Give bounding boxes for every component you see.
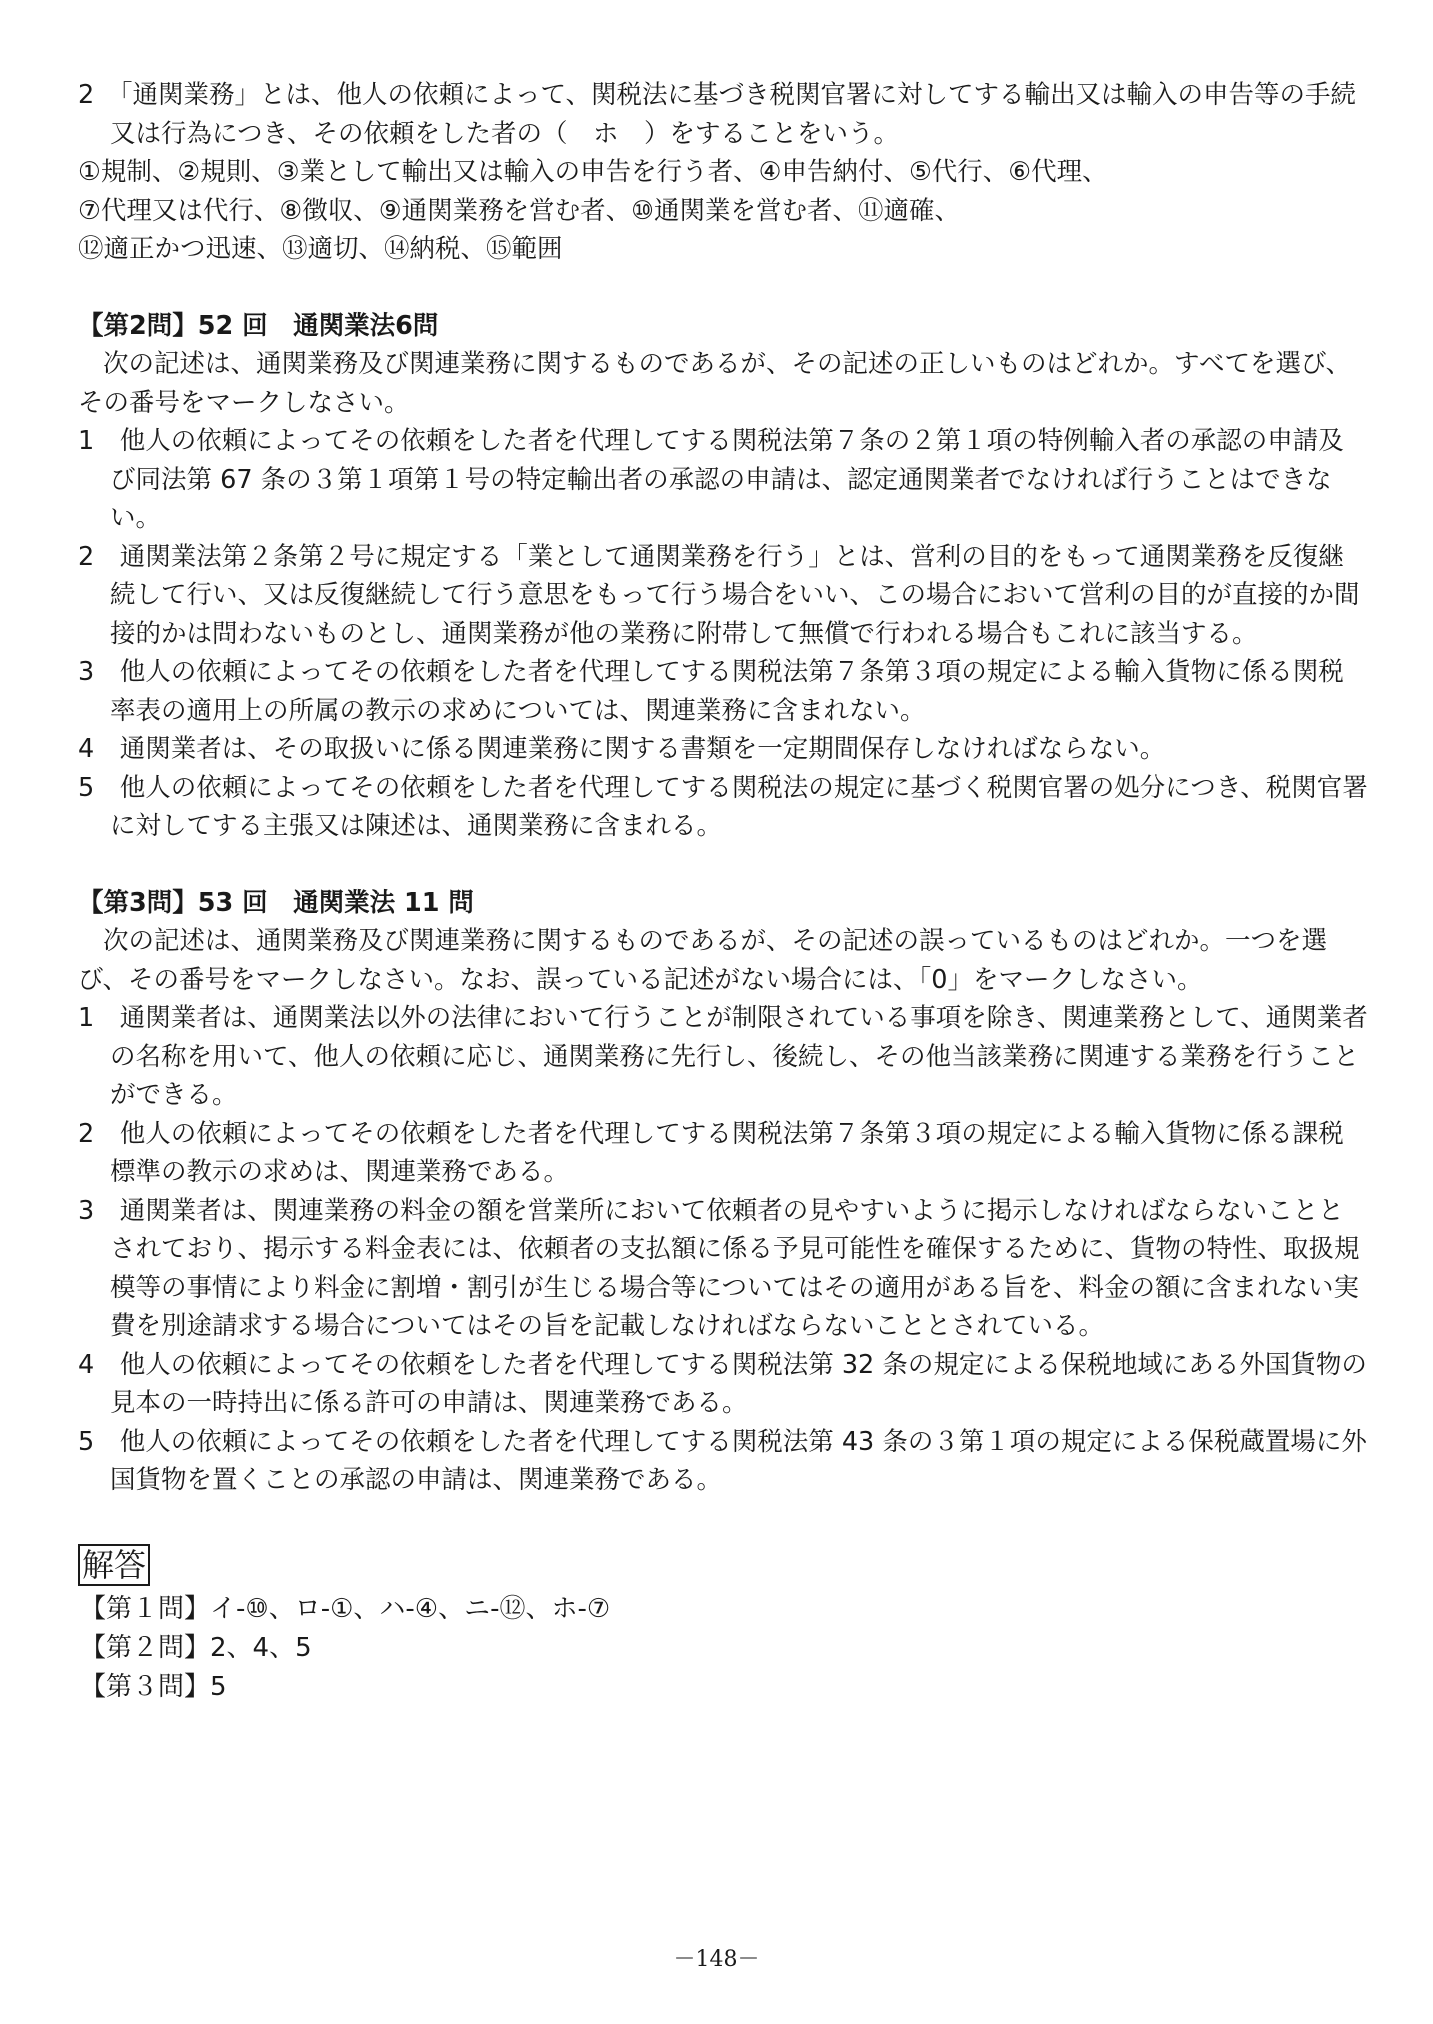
q3-intro: 次の記述は、通関業務及び関連業務に関するものであるが、その記述の誤っているものはどれか。一つを選び、その番号をマークしなさい。なお、誤っている記述がない場合には、「0」をマークしなさい。: [78, 926, 1328, 995]
q1-choices-line-1: ①規制、②規則、③業として輸出又は輸入の申告を行う者、④申告納付、⑤代行、⑥代理、: [78, 157, 1108, 187]
q2-heading: 【第2問】52 回 通関業法6問: [78, 310, 439, 341]
q2-item-5: 5 他人の依頼によってその依頼をした者を代理してする関税法の規定に基づく税関官署の処分につき、税関官署に対してする主張又は陳述は、通関業務に含まれる。: [78, 772, 1368, 841]
q1-item-2: 2 「通関業務」とは、他人の依頼によって、関税法に基づき税関官署に対してする輸出又は輸入の申告等の手続又は行為につき、その依頼をした者の（ ホ ）をすることをいう。: [78, 80, 1356, 149]
answer-q1: 【第１問】イ-⑩、ロ-①、ハ-④、ニ-⑫、ホ-⑦: [80, 1593, 611, 1624]
answer-list: [78, 1590, 1368, 1707]
q3-item-5: 5 他人の依頼によってその依頼をした者を代理してする関税法第 43 条の３第１項の規定による保税蔵置場に外国貨物を置くことの承認の申請は、関連業務である。: [78, 1426, 1367, 1495]
q2-item-4: 4 通関業者は、その取扱いに係る関連業務に関する書類を一定期間保存しなければならない。: [78, 734, 1166, 764]
q2-intro: 次の記述は、通関業務及び関連業務に関するものであるが、その記述の正しいものはどれか。すべてを選び、その番号をマークしなさい。: [78, 349, 1351, 418]
answer-q3: 【第３問】5: [80, 1671, 227, 1702]
page-number: －148－: [673, 1947, 760, 1972]
q2-item-2: 2 通関業法第２条第２号に規定する「業として通関業務を行う」とは、営利の目的をもって通関業務を反復継続して行い、又は反復継続して行う意思をもって行う場合をいい、この場合において営利の目的が直接的か間接的かは問わないものとし、通関業務が他の業務に附帯して無償で行われる場合もこれに該当する。: [78, 541, 1360, 649]
q1-choices-line-2: ⑦代理又は代行、⑧徴収、⑨通関業務を営む者、⑩通関業を営む者、⑪適確、: [78, 195, 960, 226]
document-page: [78, 76, 1368, 1707]
q3-item-1: 1 通関業者は、通関業法以外の法律において行うことが制限されている事項を除き、関連業務として、通関業者の名称を用いて、他人の依頼に応じ、通関業務に先行し、後続し、その他当該業務に関連する業務を行うことができる。: [78, 1003, 1368, 1110]
q3-item-4: 4 他人の依頼によってその依頼をした者を代理してする関税法第 32 条の規定による保税地域にある外国貨物の見本の一時持出に係る許可の申請は、関連業務である。: [78, 1349, 1367, 1418]
q1-choices-line-3: ⑫適正かつ迅速、⑬適切、⑭納税、⑮範囲: [78, 234, 563, 264]
q3-item-3: 3 通関業者は、関連業務の料金の額を営業所において依頼者の見やすいように掲示しなければならないこととされており、掲示する料金表には、依頼者の支払額に係る予見可能性を確保するために、貨物の特性、取扱規模等の事情により料金に割増・割引が生じる場合等についてはその適用がある旨を、料金の額に含まれない実費を別途請求する場合についてはその旨を記載しなければならないこととされている。: [78, 1195, 1360, 1341]
q3-heading: 【第3問】53 回 通関業法 11 問: [78, 887, 474, 918]
answer-title: 解答: [78, 1544, 150, 1586]
q2-item-3: 3 他人の依頼によってその依頼をした者を代理してする関税法第７条第３項の規定による輸入貨物に係る関税率表の適用上の所属の教示の求めについては、関連業務に含まれない。: [78, 657, 1344, 726]
q3-item-2: 2 他人の依頼によってその依頼をした者を代理してする関税法第７条第３項の規定による輸入貨物に係る課税標準の教示の求めは、関連業務である。: [78, 1118, 1344, 1187]
q2-item-1: 1 他人の依頼によってその依頼をした者を代理してする関税法第７条の２第１項の特例輸入者の承認の申請及び同法第 67 条の３第１項第１号の特定輸出者の承認の申請は、認定通関業者でなければ行うことはできない。: [78, 426, 1344, 533]
answer-q2: 【第２問】2、4、5: [80, 1632, 312, 1663]
